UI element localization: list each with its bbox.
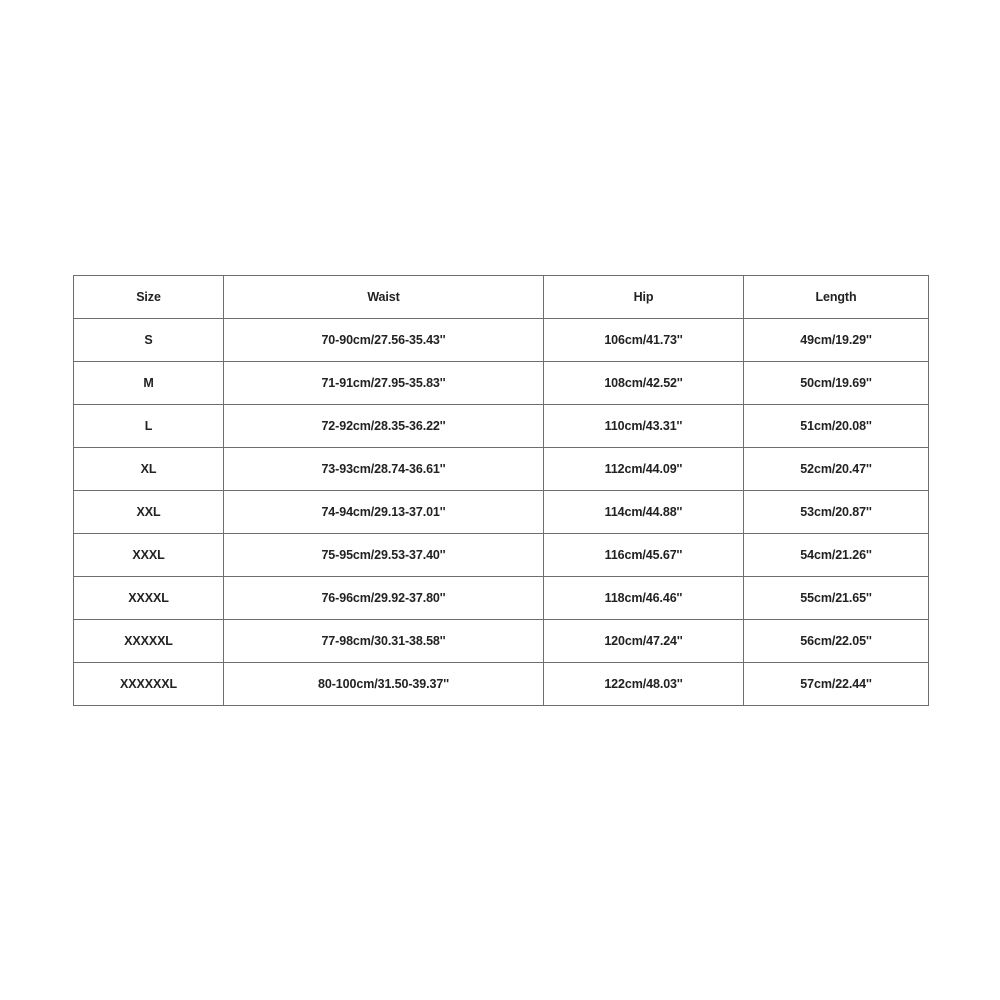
cell-hip: 116cm/45.67'' (544, 534, 744, 577)
cell-size: XL (74, 448, 224, 491)
cell-length: 53cm/20.87'' (744, 491, 929, 534)
size-chart-table (73, 275, 929, 706)
cell-size: XXL (74, 491, 224, 534)
cell-hip: 114cm/44.88'' (544, 491, 744, 534)
header-length: Length (744, 276, 929, 319)
cell-waist: 77-98cm/30.31-38.58'' (224, 620, 544, 663)
cell-waist: 71-91cm/27.95-35.83'' (224, 362, 544, 405)
table-row (74, 362, 929, 405)
cell-size: L (74, 405, 224, 448)
cell-length: 55cm/21.65'' (744, 577, 929, 620)
table-row (74, 577, 929, 620)
cell-hip: 122cm/48.03'' (544, 663, 744, 706)
table-header-row (74, 276, 929, 319)
header-waist: Waist (224, 276, 544, 319)
cell-hip: 112cm/44.09'' (544, 448, 744, 491)
cell-size: XXXL (74, 534, 224, 577)
cell-waist: 80-100cm/31.50-39.37'' (224, 663, 544, 706)
table-row (74, 319, 929, 362)
header-hip: Hip (544, 276, 744, 319)
cell-size: S (74, 319, 224, 362)
cell-waist: 74-94cm/29.13-37.01'' (224, 491, 544, 534)
table-row (74, 448, 929, 491)
cell-length: 51cm/20.08'' (744, 405, 929, 448)
cell-hip: 106cm/41.73'' (544, 319, 744, 362)
table-row (74, 663, 929, 706)
cell-hip: 108cm/42.52'' (544, 362, 744, 405)
cell-waist: 73-93cm/28.74-36.61'' (224, 448, 544, 491)
cell-waist: 75-95cm/29.53-37.40'' (224, 534, 544, 577)
cell-length: 50cm/19.69'' (744, 362, 929, 405)
cell-hip: 118cm/46.46'' (544, 577, 744, 620)
cell-waist: 70-90cm/27.56-35.43'' (224, 319, 544, 362)
cell-waist: 72-92cm/28.35-36.22'' (224, 405, 544, 448)
table-row (74, 534, 929, 577)
cell-hip: 110cm/43.31'' (544, 405, 744, 448)
cell-size: XXXXXL (74, 620, 224, 663)
table-row (74, 405, 929, 448)
cell-size: XXXXXXL (74, 663, 224, 706)
cell-length: 57cm/22.44'' (744, 663, 929, 706)
cell-length: 56cm/22.05'' (744, 620, 929, 663)
cell-hip: 120cm/47.24'' (544, 620, 744, 663)
cell-length: 52cm/20.47'' (744, 448, 929, 491)
table-row (74, 491, 929, 534)
cell-size: M (74, 362, 224, 405)
table-row (74, 620, 929, 663)
cell-length: 49cm/19.29'' (744, 319, 929, 362)
cell-waist: 76-96cm/29.92-37.80'' (224, 577, 544, 620)
cell-size: XXXXL (74, 577, 224, 620)
cell-length: 54cm/21.26'' (744, 534, 929, 577)
header-size: Size (74, 276, 224, 319)
